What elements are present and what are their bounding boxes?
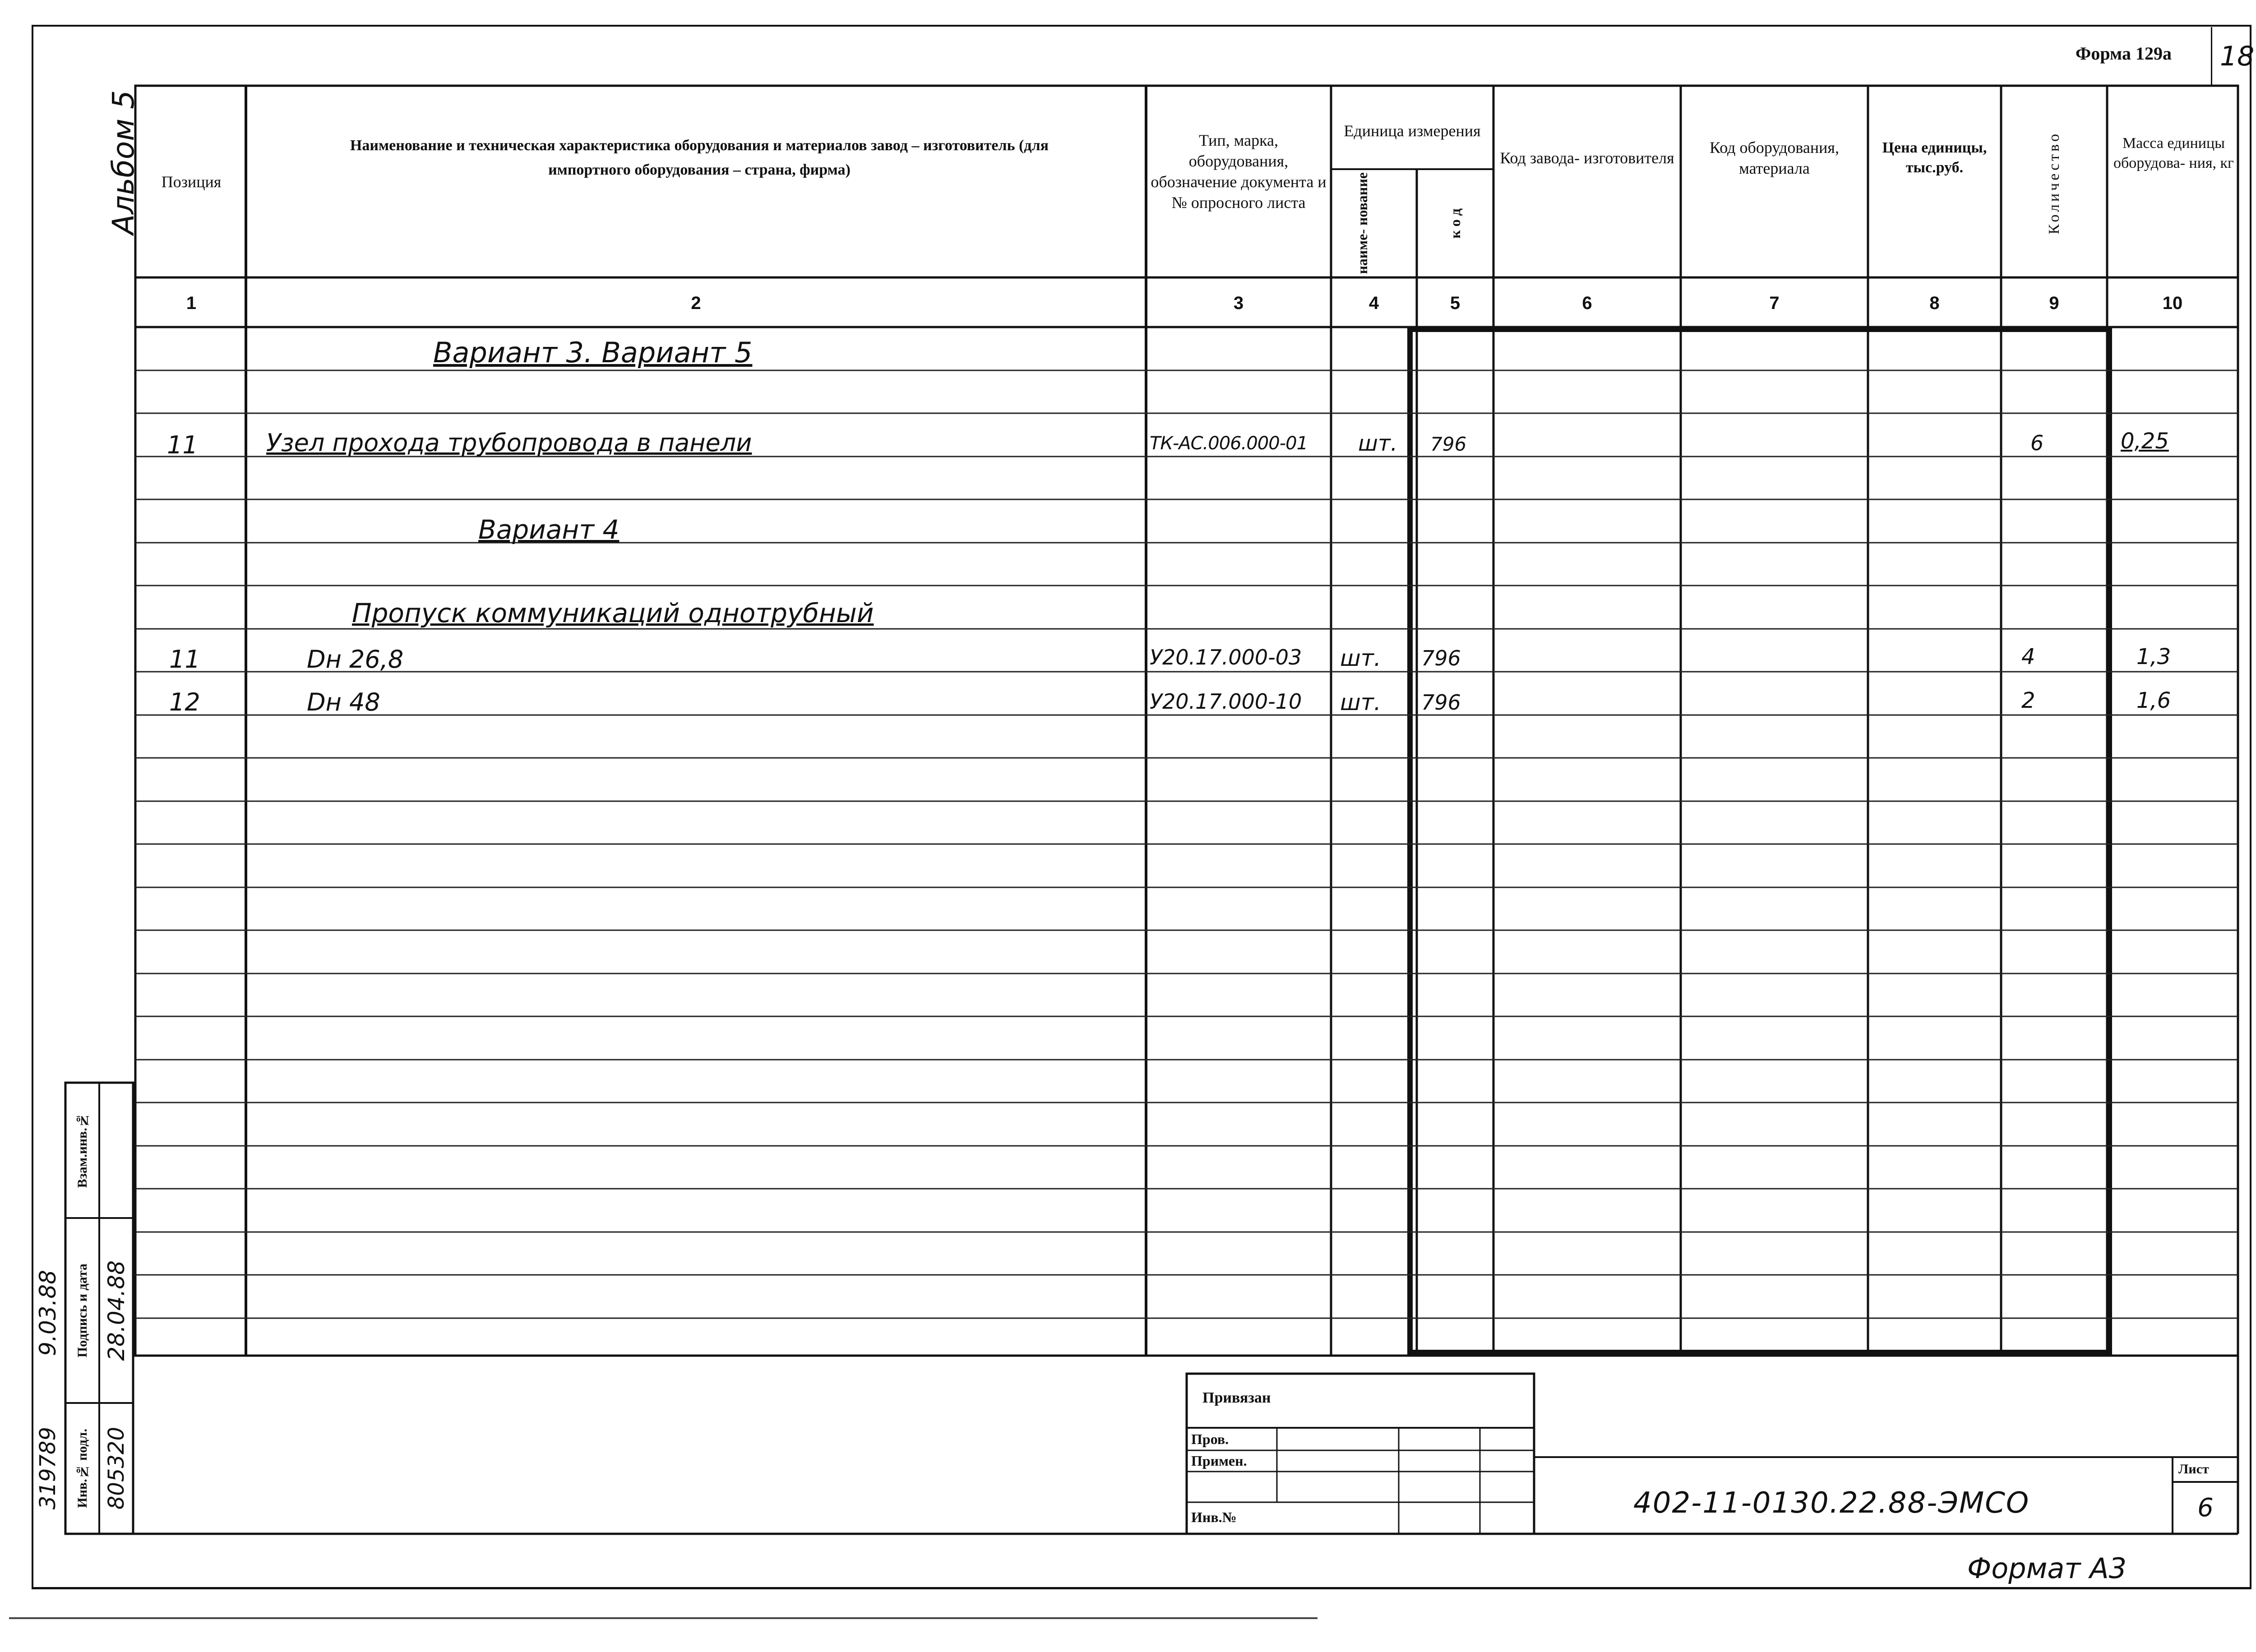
row-type: У20.17.000-03: [1150, 645, 1302, 669]
row-name: Пропуск коммуникаций однотрубный: [352, 598, 874, 628]
stamp-podpis-label: [66, 1220, 99, 1401]
binding-prov: Пров.: [1191, 1431, 1229, 1447]
row-position: 11: [169, 645, 200, 674]
header-price: Цена единицы, тыс.руб.: [1882, 139, 1987, 176]
header-unit-group: Единица измерения: [1344, 122, 1481, 140]
stamp-podpis-value-1: [32, 1227, 64, 1398]
row-position: 12: [169, 688, 200, 716]
col-number: 9: [2049, 293, 2059, 313]
col-number: 8: [1929, 293, 1940, 313]
row-qty: 6: [2030, 431, 2044, 455]
stamp-inv-text: Инв.№ подл.: [75, 1429, 90, 1508]
binding-inv: Инв.№: [1191, 1509, 1237, 1525]
sheet-number: 6: [2197, 1493, 2214, 1523]
col-number: 10: [2162, 293, 2183, 313]
col-number: 7: [1769, 293, 1780, 313]
stamp-inv-value-2-text: 805320: [104, 1427, 129, 1510]
stamp-podpis-text: Подпись и дата: [75, 1263, 90, 1358]
col-number: 2: [691, 293, 701, 313]
header-unit-code-text: к о д: [1447, 208, 1463, 239]
row-unit: шт.: [1340, 645, 1381, 671]
row-unit: шт.: [1340, 689, 1381, 715]
row-mass: 0,25: [2121, 429, 2169, 454]
sheet-corner-num: 18: [2220, 41, 2255, 72]
header-vendor-code: Код завода- изготовителя: [1500, 149, 1674, 167]
col-number: 3: [1233, 293, 1244, 313]
row-qty: 2: [2021, 688, 2035, 713]
row-name: Dн 48: [307, 688, 380, 716]
sheet-label: Лист: [2178, 1462, 2209, 1477]
row-code: 796: [1421, 690, 1461, 715]
row-mass: 1,6: [2136, 688, 2171, 713]
row-unit: шт.: [1358, 431, 1398, 456]
row-type: У20.17.000-10: [1150, 689, 1302, 714]
row-position: 11: [167, 431, 198, 459]
col-number: 4: [1368, 293, 1379, 313]
row-type: ТК-АС.006.000-01: [1150, 433, 1308, 454]
row-code: 796: [1421, 646, 1461, 670]
stamp-inv-value-1: [32, 1407, 64, 1529]
binding-primen: Примен.: [1191, 1453, 1247, 1469]
stamp-vzam-text: Взам.инв.№: [75, 1112, 90, 1188]
stamp-inv-value-2: [100, 1405, 133, 1532]
stamp-podpis-value-2-text: 28.04.88: [103, 1260, 129, 1361]
stamp-vzam-label: [66, 1085, 99, 1216]
doc-code: 402-11-0130.22.88-ЭМСО: [1633, 1486, 2030, 1520]
row-code: 796: [1430, 433, 1467, 455]
binding-title: Привязан: [1202, 1389, 1271, 1406]
album-label: Альбом 5: [106, 90, 141, 235]
header-equipment-code: Код оборудования, материала: [1710, 138, 1839, 177]
stamp-podpis-value-1-text: 9.03.88: [35, 1269, 61, 1356]
header-position: Позиция: [161, 172, 222, 191]
row-qty: 4: [2021, 644, 2035, 669]
header-unit-name-text: наиме- нование: [1354, 172, 1370, 274]
col-number: 1: [186, 293, 197, 313]
row-name: Dн 26,8: [307, 645, 404, 674]
row-name: Вариант 3. Вариант 5: [433, 336, 753, 369]
header-name: Наименование и техническая характеристика оборудования и материалов завод – изготовитель (для импортного оборудования – страна, фирма): [350, 137, 1049, 178]
stamp-podpis-value-2: [100, 1220, 133, 1401]
format-label: Формат А3: [1967, 1552, 2127, 1585]
header-mass: Масса единицы оборудова- ния, кг: [2113, 135, 2234, 171]
row-name: Узел прохода трубопровода в панели: [266, 429, 752, 457]
header-qty-text: Количество: [2045, 131, 2062, 235]
row-name: Вариант 4: [478, 514, 619, 545]
col-number: 5: [1450, 293, 1461, 313]
header-type: Тип, марка, оборудования, обозначение документа и № опросного листа: [1151, 131, 1327, 212]
stamp-inv-label: [66, 1405, 99, 1532]
stamp-inv-value-1-text: 319789: [35, 1427, 60, 1510]
row-mass: 1,3: [2136, 644, 2171, 669]
col-number: 6: [1582, 293, 1592, 313]
form-label: Форма 129а: [2076, 43, 2172, 64]
